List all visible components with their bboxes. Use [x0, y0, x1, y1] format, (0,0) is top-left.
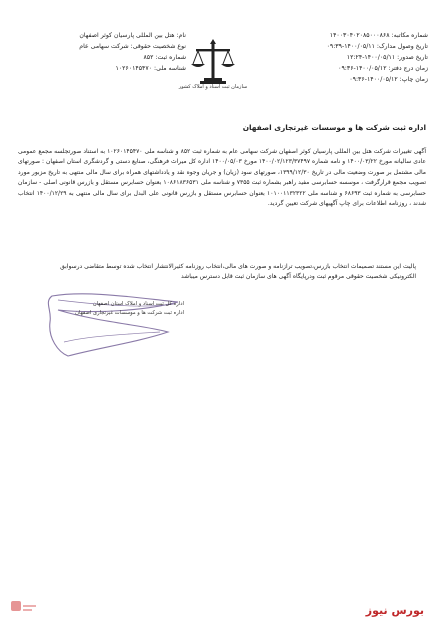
issue-date: تاریخ صدور: ۱۴۰۰/۰۵/۱۱-۱۲:۲۴ [346, 54, 428, 61]
correspondence-number: شماره مکاتبه: ۱۴۰۰۳۰۴۰۲۰۸۵۰۰۰۸۶۸ [329, 32, 428, 39]
justice-scale-emblem-icon [188, 38, 238, 90]
correspondence-meta [232, 30, 428, 85]
registry-note: پالیت این مستند تصمیمات انتخاب بازرس،تصویب ترازنامه و صورت های مالی،انتخاب روزنامه کثیرالانتشار انتخاب شده توسط متقاضی درسوابق الکترونیکی شخصیت حقوقی مرقوم ثبت ودرپایگاه آگهی های سازمان ثبت قابل دسترس میباشد [60, 263, 416, 281]
company-national-id: شناسه ملی: ۱۰۲۶۰۱۴۵۴۷۰ [115, 65, 186, 72]
company-reg-number: شماره ثبت: ۸۵۲ [143, 54, 186, 61]
company-type: نوع شخصیت حقوقی: شرکت سهامی عام [79, 43, 186, 50]
receipt-date: تاریخ وصول مدارک: ۱۴۰۰/۰۵/۱۱-۰۹:۳۹ [326, 43, 428, 50]
office-heading: اداره ثبت شرکت ها و موسسات غیرتجاری اصفهان [242, 123, 426, 132]
watermark-logo-icon [10, 598, 38, 614]
stamp-line-1: اداره کل ثبت اسناد و املاک استان اصفهان [92, 301, 184, 307]
office-stamp [74, 300, 184, 317]
company-name: نام: هتل بین المللی پارسیان کوثر اصفهان [79, 32, 186, 39]
emblem-caption: سازمان ثبت اسناد و املاک کشور [178, 84, 248, 90]
brand-watermark: بورس نیوز [365, 604, 424, 617]
print-time: زمان چاپ: ۱۴۰۰/۰۵/۱۲-۰۹:۳۶ [349, 76, 428, 83]
company-meta [6, 30, 186, 74]
entry-time: زمان درج دفتر: ۱۴۰۰/۰۵/۱۲-۰۹:۳۶ [338, 65, 428, 72]
announcement-body: آگهی تغییرات شرکت هتل بین المللی پارسیان کوثر اصفهان شرکت سهامی عام به شماره ثبت ۸۵۲ و شناسه ملی ۱۰۲۶۰۱۴۵۴۷۰ به استناد صورتجلسه مجمع عمومی عادی سالیانه مورخ ۱۴۰۰/۰۳/۲۲ و نامه شماره ۱۴۰۰/۰۲/۱۲۳/۳۷۴۹۷ مورخ ۱۴۰۰/۰۵/۰۳ اداره کل میراث فرهنگی، صنایع دستی و گردشگری استان اصفهان : صورتهای مالی مشتمل بر صورت وضعیت مالی در تاریخ ۱۳۹۹/۱۲/۳۰، صورتهای سود (زیان) و جریان وجوه نقد و یادداشتهای همراه برای سال مالی منتهی به تاریخ مزبور مورد تصویب مجمع قرارگرفت ، موسسه حسابرسی مفید راهبر بشماره ثبت ۷۳۵۵ و شناسه ملی ۱۰۸۶۱۸۳۶۵۳۱ بعنوان حسابرس مستقل و بازرس قانونی اصلی - سازمان حسابرسی به شماره ثبت ۶۸۶۹۳ و شناسه ملی ۱۰۱۰۰۱۱۳۲۳۲۲ بعنوان حسابرس مستقل و بازرس قانونی علی البدل برای سال مالی منتهی به ۱۴۰۰/۱۲/۲۹ انتخاب شدند ، روزنامه اطلاعات برای چاپ آگهیهای شرکت تعیین گردید. [18, 148, 427, 208]
stamp-line-2: اداره ثبت شرکت ها و موسسات غیرتجاری اصفهان [75, 309, 184, 316]
